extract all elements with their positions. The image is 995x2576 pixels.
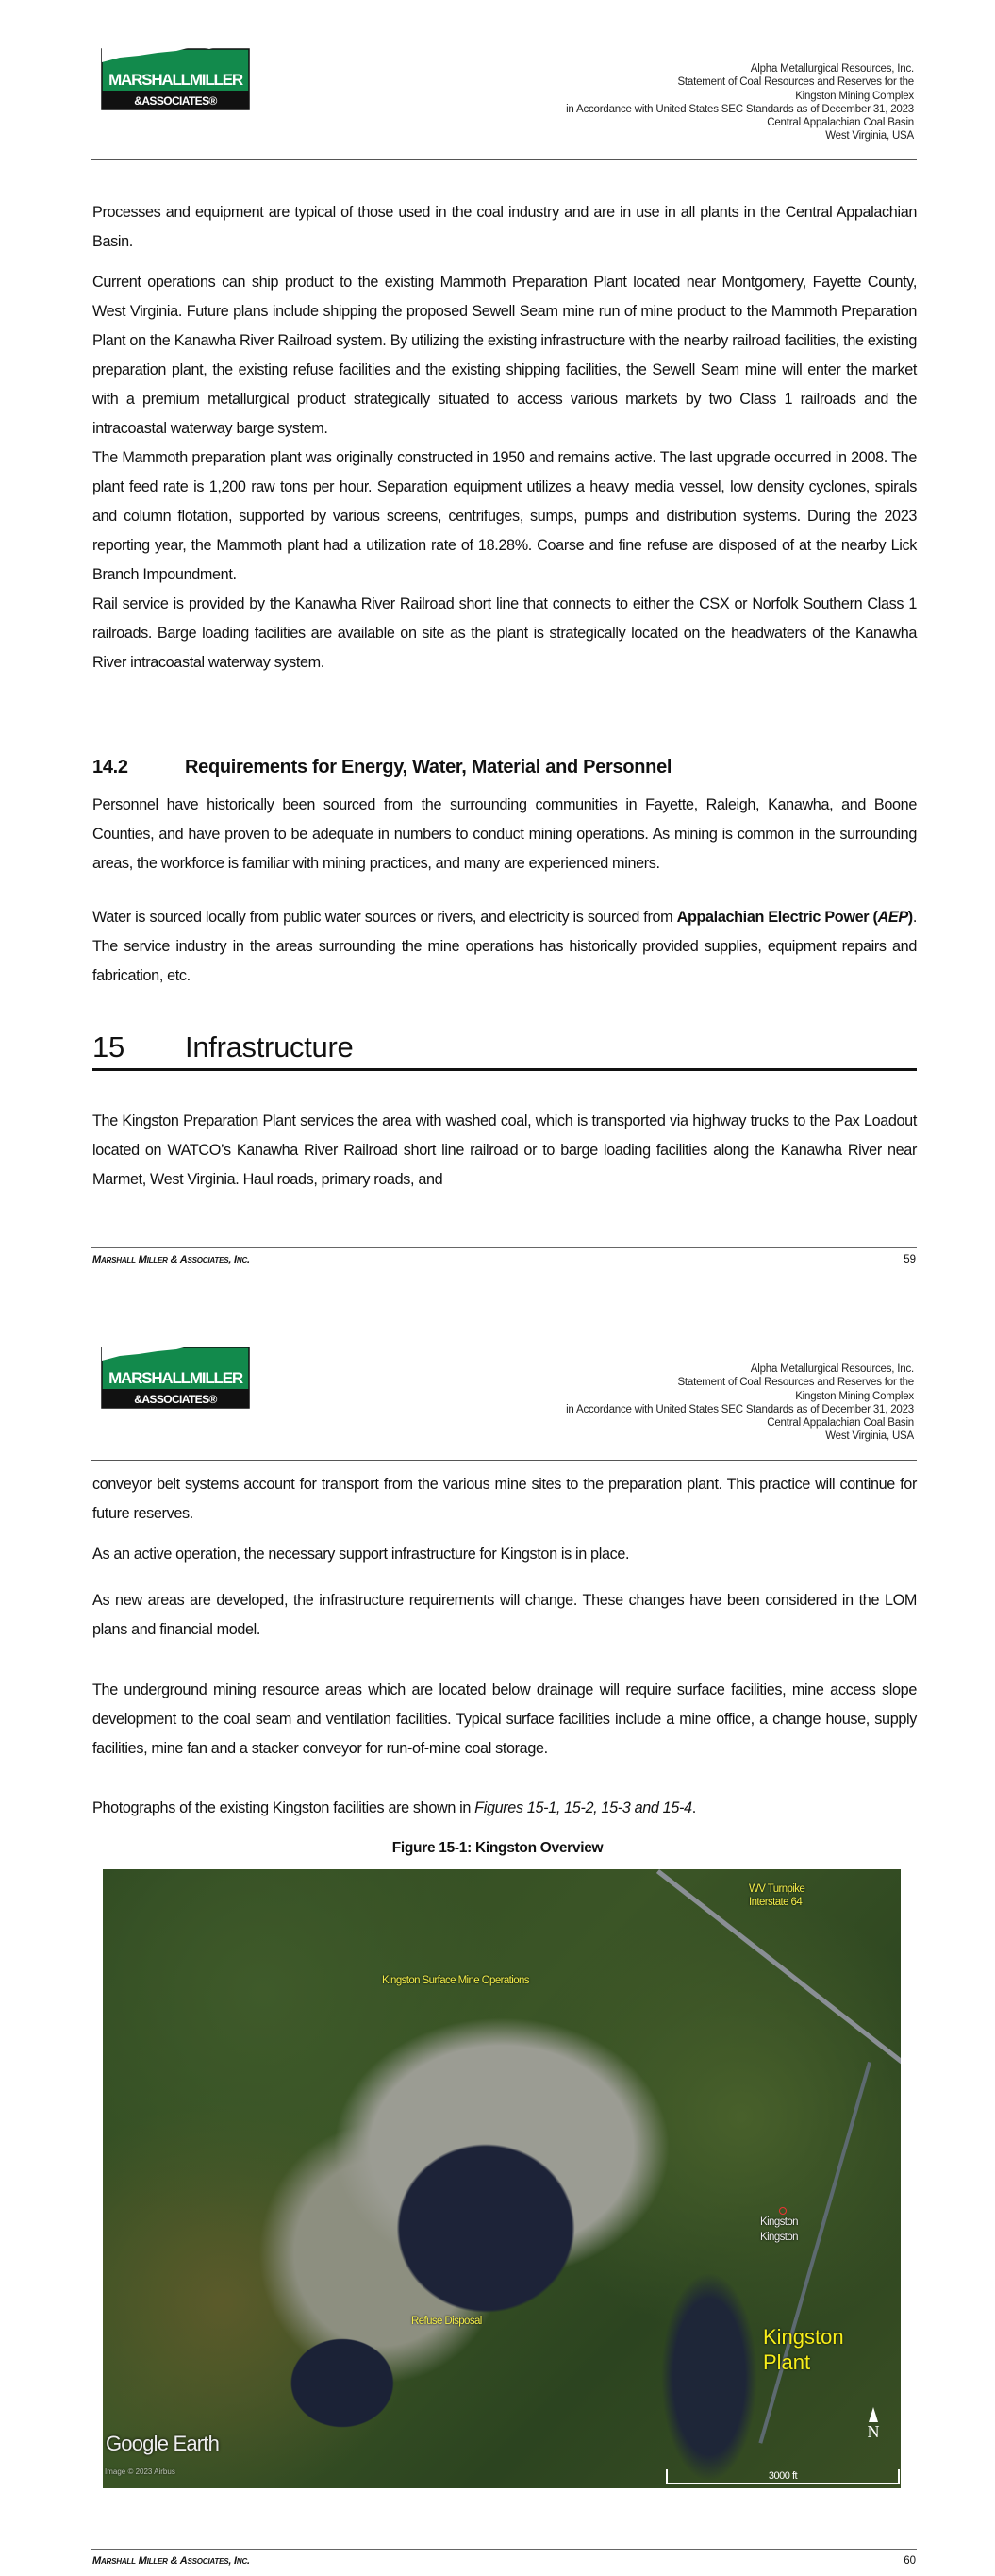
scale-bar [666,2469,900,2484]
section-title: Infrastructure [185,1030,354,1063]
page-number: 59 [904,1254,916,1265]
section-title: Requirements for Energy, Water, Material and Personnel [185,757,672,778]
header-divider [91,159,917,160]
svg-text:&ASSOCIATES®: &ASSOCIATES® [134,1393,217,1406]
image-credit: Image © 2023 Airbus [105,2467,175,2476]
header-line: Central Appalachian Coal Basin [767,1417,914,1430]
paragraph: As an active operation, the necessary support infrastructure for Kingston is in place. [92,1546,630,1563]
google-earth-watermark: Google Earth [106,2432,220,2455]
paragraph: Personnel have historically been sourced from the surrounding communities in Fayette, Raleigh, Kanawha, and Boone Counties, and have proven to be adequate in numbers to conduct mining operations. As mining is common in the surrounding areas, the workforce is familiar with mining practices, and many are experienced miners. [92,796,917,872]
header-divider [91,1460,917,1461]
map-label-turnpike: WV Turnpike Interstate 64 [749,1883,805,1908]
paragraph: Current operations can ship product to the existing Mammoth Preparation Plant located near Montgomery, Fayette County, West Virginia. Future plans include shipping the proposed Sewell Seam mine run of mine product to the Mammoth Preparation Plant on the Kanawha River Railroad system. By utilizing the existing infrastructure with the nearby railroad facilities, the existing preparation plant, the existing refuse facilities and the existing shipping facilities, the Sewell Seam mine will enter the market with a premium metallurgical product strategically situated to access various markets by two Class 1 railroads and the intracoastal waterway barge system. [92,274,917,437]
header-line: Alpha Metallurgical Resources, Inc. [750,63,914,75]
header-line: Statement of Coal Resources and Reserves for the [677,1377,914,1389]
text-run: Water is sourced locally from public water sources or rivers, and electricity is sourced from [92,909,677,926]
location-pin-icon [779,2207,787,2215]
paragraph: As new areas are developed, the infrastructure requirements will change. These changes have been considered in the LOM plans and financial model. [92,1592,917,1638]
text-run-bold: ) [907,909,913,926]
header-line: Alpha Metallurgical Resources, Inc. [750,1363,914,1375]
kingston-overview-satellite-image [103,1869,901,2488]
header-line: in Accordance with United States SEC Standards as of December 31, 2023 [566,1403,914,1415]
scale-label: 3000 ft [768,2470,798,2482]
paragraph [92,903,917,991]
document-header [566,62,914,143]
svg-text:MARSHALLMILLER: MARSHALLMILLER [108,1369,242,1387]
header-line: Central Appalachian Coal Basin [767,117,914,129]
header-line: Statement of Coal Resources and Reserves for the [677,76,914,89]
header-line: in Accordance with United States SEC Standards as of December 31, 2023 [566,103,914,115]
paragraph: The Kingston Preparation Plant services the area with washed coal, which is transported via highway trucks to the Pax Loadout located on WATCO’s Kanawha River Railroad short line railroad or to barge loading facilities along the Kanawha River near Marmet, West Virginia. Haul roads, primary roads, and [92,1112,917,1188]
map-label-surface-mine: Kingston Surface Mine Operations [382,1975,529,1986]
svg-text:&ASSOCIATES®: &ASSOCIATES® [134,94,217,108]
river-road [758,2062,871,2444]
text-run: . The service industry in the areas surrounding the mine operations has historically provided supplies, equipment repairs and fabrication, etc. [92,909,917,984]
page-number: 60 [904,2555,916,2567]
map-label-town: Kingston Kingston [760,2207,798,2245]
paragraph: Rail service is provided by the Kanawha River Railroad short line that connects to either the CSX or Norfolk Southern Class 1 railroads. Barge loading facilities are available on site as the plant is strategically located on the headwaters of the Kanawha River intracoastal waterway system. [92,595,917,671]
paragraph: The underground mining resource areas which are located below drainage will require surface facilities, mine access slope development to the coal seam and ventilation facilities. Typical surface facilities include a mine office, a change house, supply facilities, mine fan and a stacker conveyor for run-of-mine coal storage. [92,1681,917,1757]
paragraph: Processes and equipment are typical of those used in the coal industry and are in use in all plants in the Central Appalachian Basin. [92,204,917,250]
company-logo [101,42,250,111]
map-label-refuse-disposal: Refuse Disposal [411,2316,482,2327]
footer-divider [91,2549,917,2550]
north-arrow-icon: N [867,2407,880,2442]
section-heading-14-2 [92,757,672,778]
company-logo [101,1340,250,1410]
text-run: Photographs of the existing Kingston facilities are shown in [92,1799,475,1816]
paragraph: The Mammoth preparation plant was originally constructed in 1950 and remains active. The last upgrade occurred in 2008. The plant feed rate is 1,200 raw tons per hour. Separation equipment utilizes a heavy media vessel, low density cyclones, spirals and column flotation, supported by various screens, centrifuges, sumps, pumps and distribution systems. During the 2023 reporting year, the Mammoth plant had a utilization rate of 18.28%. Coarse and fine refuse are disposed of at the nearby Lick Branch Impoundment. [92,449,917,583]
header-line: Kingston Mining Complex [795,90,914,102]
text-run: . [691,1799,696,1816]
footer-company: Marshall Miller & Associates, Inc. [92,2555,250,2567]
text-run-bold-italic: AEP [877,909,908,926]
figure-reference: Figures 15-1, 15-2, 15-3 and 15-4 [474,1799,692,1816]
header-line: West Virginia, USA [825,1430,914,1443]
svg-text:MARSHALLMILLER: MARSHALLMILLER [108,71,242,89]
figure-caption: Figure 15-1: Kingston Overview [391,1840,604,1856]
section-number: 14.2 [92,757,128,778]
footer-company: Marshall Miller & Associates, Inc. [92,1254,250,1265]
paragraph: conveyor belt systems account for transport from the various mine sites to the preparation plant. This practice will continue for future reserves. [92,1476,917,1522]
footer-divider [91,1247,917,1248]
map-label-kingston-plant: Kingston Plant [763,2325,844,2374]
paragraph [92,1794,917,1823]
text-run-bold: Appalachian Electric Power ( [676,909,878,926]
section-heading-15 [92,1030,917,1071]
header-line: Kingston Mining Complex [795,1390,914,1402]
document-header [566,1363,914,1444]
section-number: 15 [92,1030,124,1063]
header-line: West Virginia, USA [825,130,914,142]
